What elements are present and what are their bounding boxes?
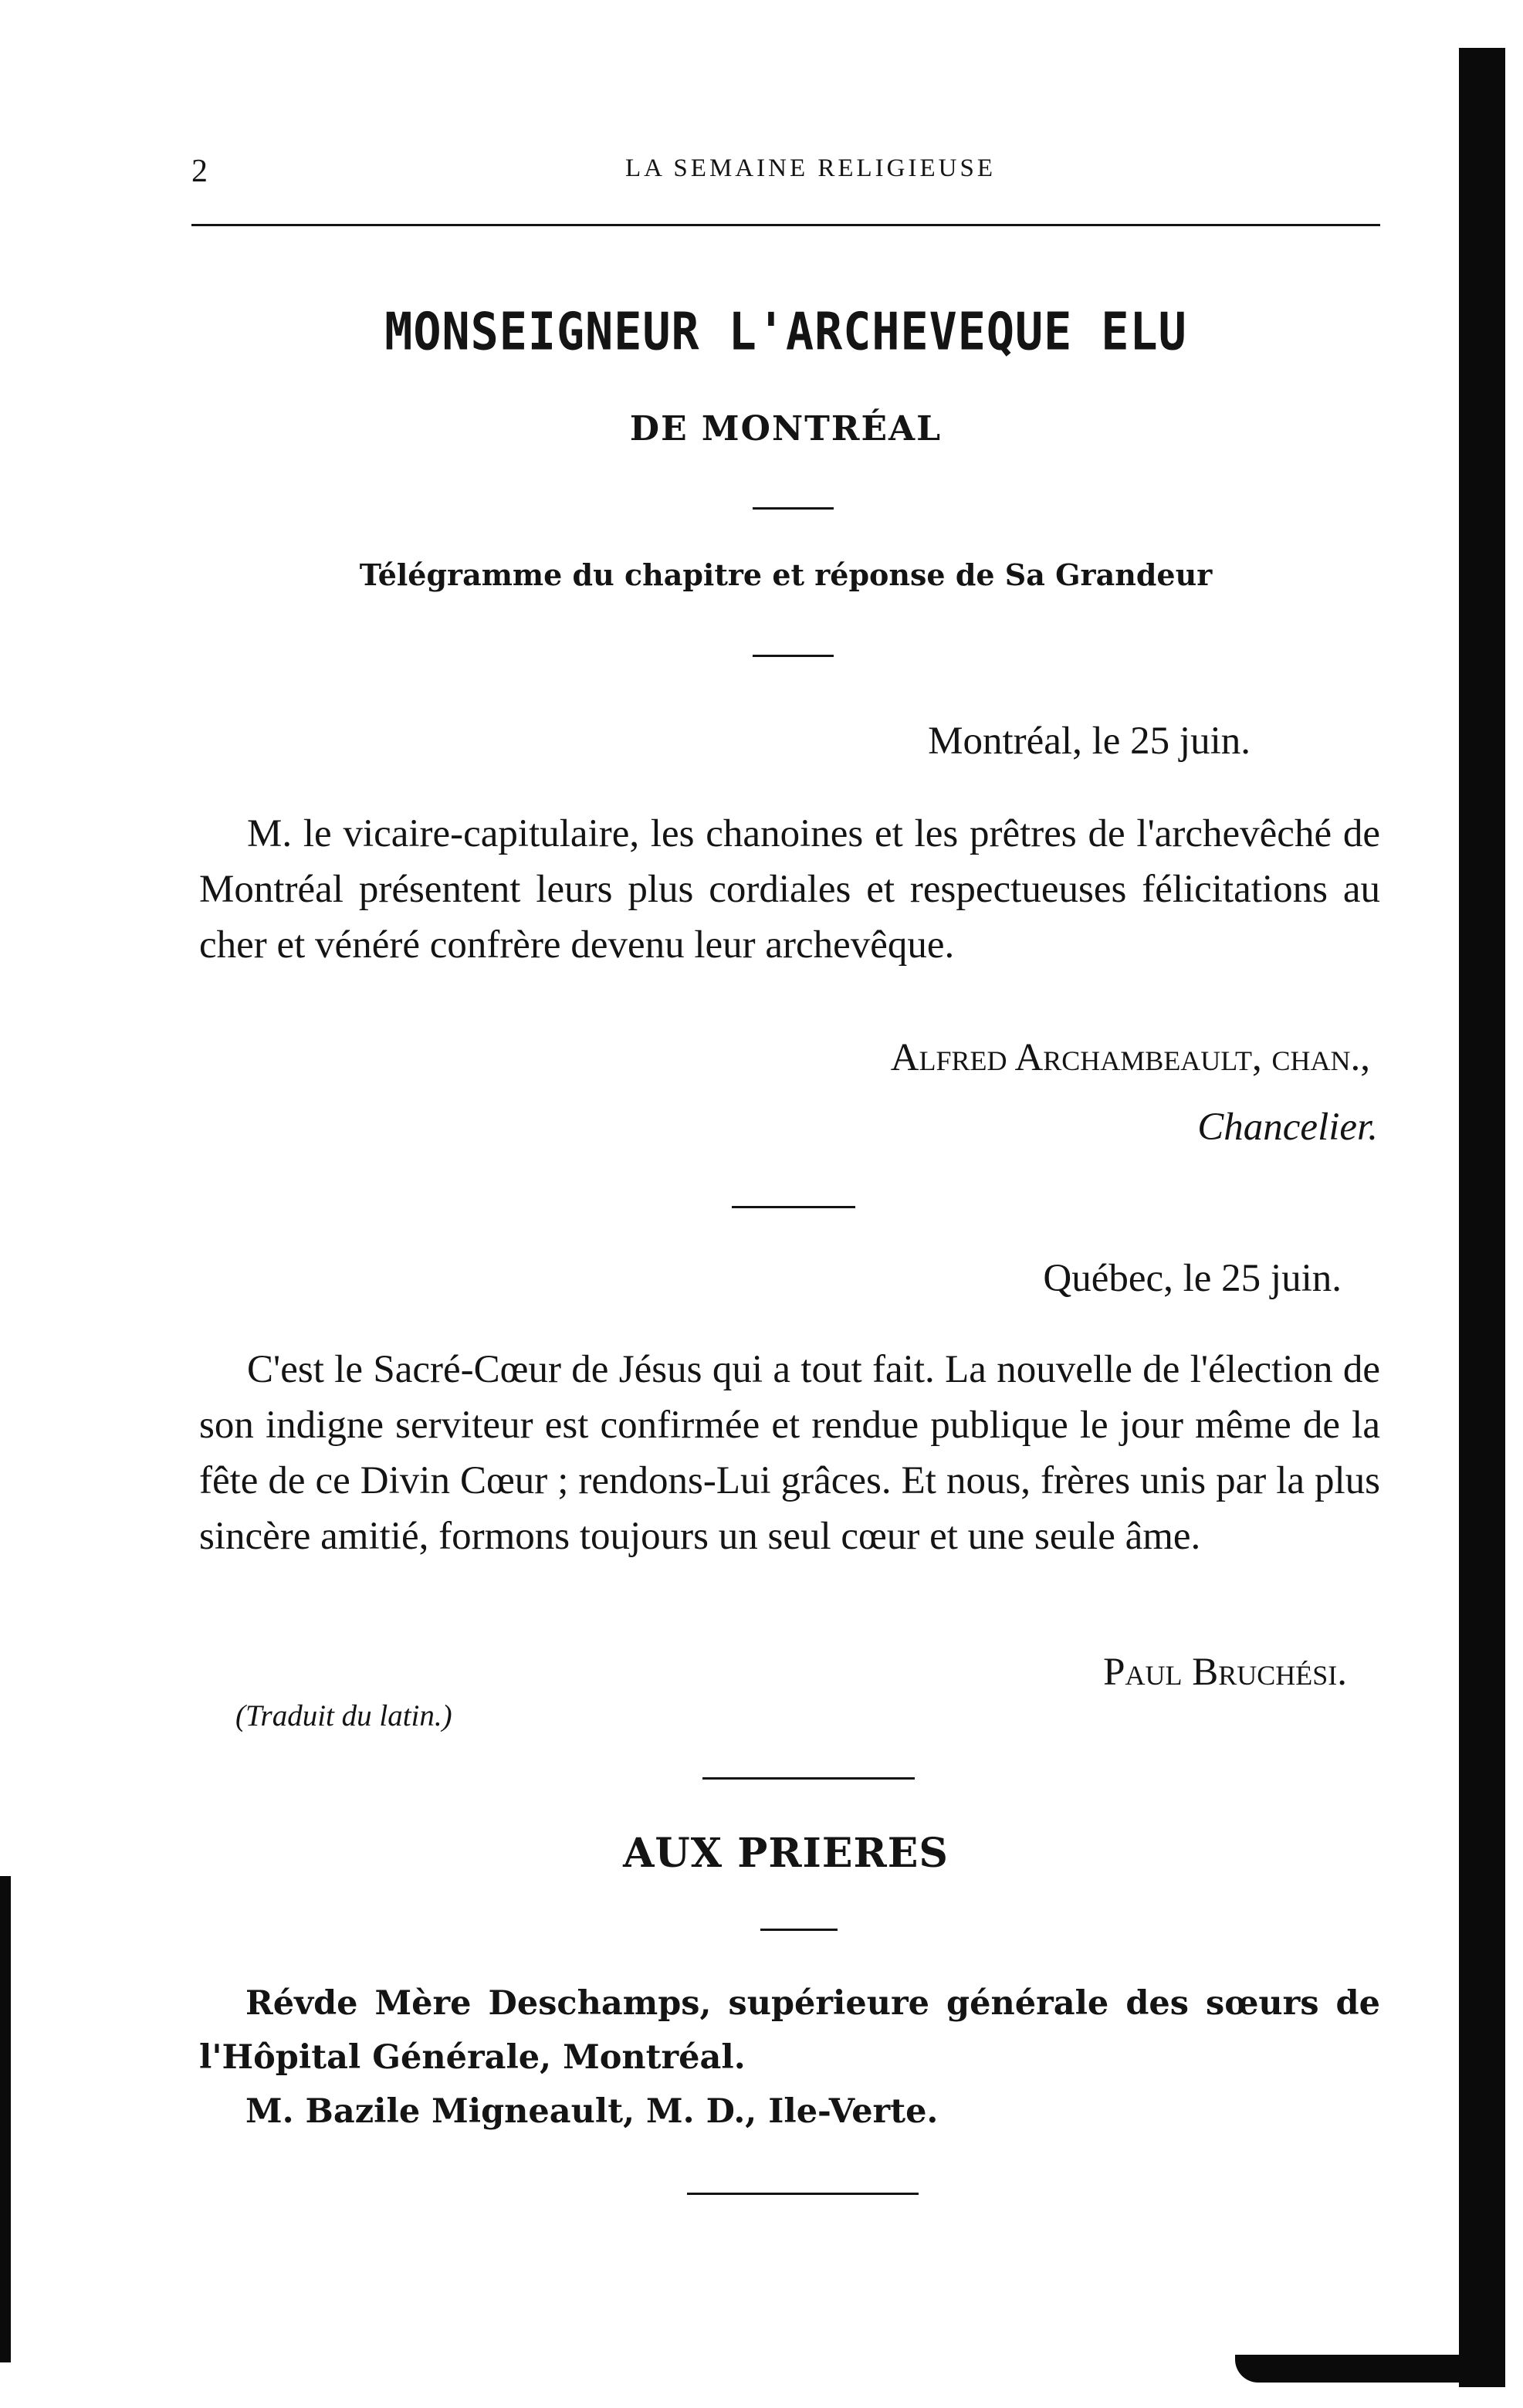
prayer-entry: M. Bazile Migneault, M. D., Ile-Verte. — [245, 2092, 939, 2131]
scan-border-right — [1459, 48, 1505, 2387]
header-rule — [191, 224, 1380, 226]
scan-border-bottom — [1235, 2355, 1505, 2383]
divider-rule — [702, 1777, 915, 1780]
dateline-quebec: Québec, le 25 juin. — [1043, 1257, 1342, 1300]
divider-rule — [732, 1206, 855, 1208]
signature-bruchesi: Paul Bruchési. — [1103, 1651, 1347, 1694]
running-title: LA SEMAINE RELIGIEUSE — [625, 154, 996, 182]
divider-rule — [753, 655, 834, 657]
signature-title: Chancelier. — [1197, 1106, 1378, 1149]
end-rule — [687, 2193, 919, 2195]
divider-rule — [760, 1929, 838, 1931]
prayers-heading: AUX PRIERES — [623, 1830, 949, 1877]
dateline-montreal: Montréal, le 25 juin. — [928, 720, 1251, 763]
reply-paragraph: C'est le Sacré-Cœur de Jésus qui a tout fait. La nouvelle de l'élection de son indigne serviteur est confirmée et rendue publique le jour même de la fête de ce Divin Cœur ; rendons-Lui grâces. Et nous, frères unis par la plus sincère amitié, formons toujours un seul cœur et une seule âme. — [199, 1348, 1380, 1558]
translation-note: (Traduit du latin.) — [235, 1699, 452, 1732]
article-subtitle: DE MONTRÉAL — [629, 409, 943, 449]
section-heading: Télégramme du chapitre et réponse de Sa Grandeur — [359, 557, 1213, 592]
divider-rule — [753, 507, 834, 510]
prayer-entry: Révde Mère Deschamps, supérieure générale des sœurs de l'Hôpital Générale, Montréal. — [199, 1984, 1380, 2077]
page-number: 2 — [191, 154, 208, 189]
scan-border-left — [0, 1876, 11, 2362]
signature-archambeault: Alfred Archambeault, chan., — [890, 1036, 1370, 1079]
article-title: MONSEIGNEUR L'ARCHEVEQUE ELU — [384, 301, 1187, 363]
telegram-paragraph: M. le vicaire-capitulaire, les chanoines et les prêtres de l'archevêché de Montréal présentent leurs plus cordiales et respectueuses félicitations au cher et vénéré confrère devenu leur archevêque. — [199, 812, 1380, 967]
